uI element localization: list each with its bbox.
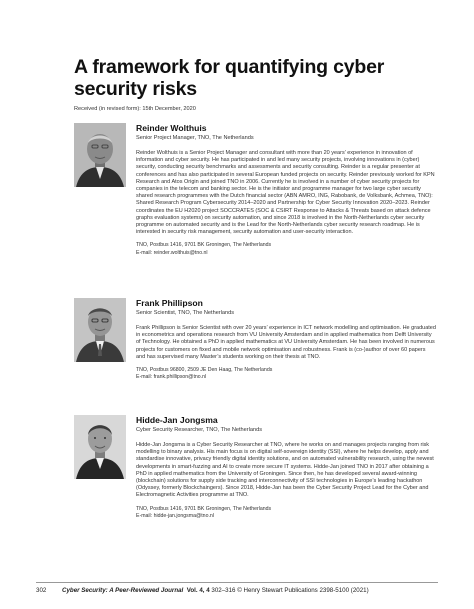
author-photo (74, 123, 126, 187)
portrait-image (74, 415, 126, 479)
footer-divider (36, 582, 438, 583)
page-footer (36, 587, 438, 594)
page-number: 302 (36, 587, 47, 594)
author-address: TNO, Postbus 1416, 9701 BK Groningen, The Netherlands (136, 505, 272, 512)
volume-issue: Vol. 4, 4 (186, 587, 210, 594)
author-role: Cyber Security Researcher, TNO, The Netherlands (136, 427, 263, 433)
author-role: Senior Scientist, TNO, The Netherlands (136, 310, 235, 316)
author-role: Senior Project Manager, TNO, The Netherlands (136, 135, 254, 141)
portrait-image (74, 298, 126, 362)
received-date: Received (in revised form): 15th December, 2020 (74, 106, 196, 112)
author-photo (74, 298, 126, 362)
author-photo (74, 415, 126, 479)
author-name: Reinder Wolthuis (136, 123, 207, 133)
author-address: TNO, Postbus 96800, 2509 JE Den Haag, The Netherlands (136, 367, 273, 374)
author-bio: Reinder Wolthuis is a Senior Project Manager and consultant with more than 20 years’ experience in innovation of information and cyber security. He has participated in and led many security projects, involving innovations in (cyber) security, conducting security benchmarks and assessments and security consulting. Reinder is a regular presenter at conferences and has also participated in several European funded projects on security. Reinder previously worked for KPN Research and Atos Origin and joined TNO in 2006. Currently he is involved in a number of cyber security projects for companies in the telecom and banking sector. He is the initiator and programme manager for two large cyber security shared research programmes with the Dutch financial sector (ABN AMRO, ING, Rabobank, de Volksbank, Achmea, TNO): Shared Research Program Cybersecurity 2014–2020 and Partnership for Cyber Security Innovation 2020–2023. Reinder coordinates the EU H2020 project SOCCRATES (SOC & CSIRT Response to Attacks & Threats based on attack defence graphs evaluation systems) on security automation, and since 2018 is involved in the North-Netherlands cyber security programme on automated security and is the Lead for the North-Netherlands cyber security research roadmap. He is interested in security risk management, security automation and user-security interaction. (136, 150, 435, 236)
portrait-image (74, 123, 126, 187)
author-bio: Hidde-Jan Jongsma is a Cyber Security Researcher at TNO, where he works on and manages projects ranging from risk modelling to binary analysis. His main focus is on digital self-sovereign identity (SSI), where he helps develop, apply and standardise innovative, privacy friendly digital identity solutions, and on automated vulnerability research, using the newest developments in smart-fuzzing and AI to create more secure IT systems. Hidde-Jan joined TNO in 2017 after obtaining a PhD in applied mathematics from the University of Groningen. Since then, he has developed several award-winning (blockchain) solutions for supply side tracking and interconnectivity of SSI technologies in Europe’s leading hackathon (Odyssey, formerly Blockchaingers). Since 2018, Hidde-Jan has been the Cyber Security Project Lead for the Cyber and Electromagnetic Activities programme at TNO. (136, 442, 434, 499)
author-email: E-mail: frank.phillipson@tno.nl (136, 374, 207, 381)
author-address: TNO, Postbus 1416, 9701 BK Groningen, The Netherlands (136, 242, 272, 249)
author-name: Hidde-Jan Jongsma (136, 415, 218, 425)
pages-copyright: 302–316 © Henry Stewart Publications 2398-5100 (2021) (209, 587, 369, 594)
author-email: E-mail: reinder.wolthuis@tno.nl (136, 249, 208, 256)
author-name: Frank Phillipson (136, 298, 203, 308)
author-email: E-mail: hidde-jan.jongsma@tno.nl (136, 513, 214, 520)
journal-name: Cyber Security: A Peer-Reviewed Journal (62, 587, 184, 594)
article-title: A framework for quantifying cyber security risks (74, 56, 385, 100)
author-bio: Frank Phillipson is Senior Scientist with over 20 years’ experience in ICT network modelling and optimisation. He graduated in econometrics and operations research from VU University Amsterdam and in applied mathematics from Delft University of Technology. He obtained a PhD in applied mathematics at VU University Amsterdam. He has been involved in numerous projects for customers on fixed and mobile network optimisation and robustness. Frank is (co-)author of over 60 papers and has supervised many Master’s students working on their thesis at TNO. (136, 325, 436, 360)
